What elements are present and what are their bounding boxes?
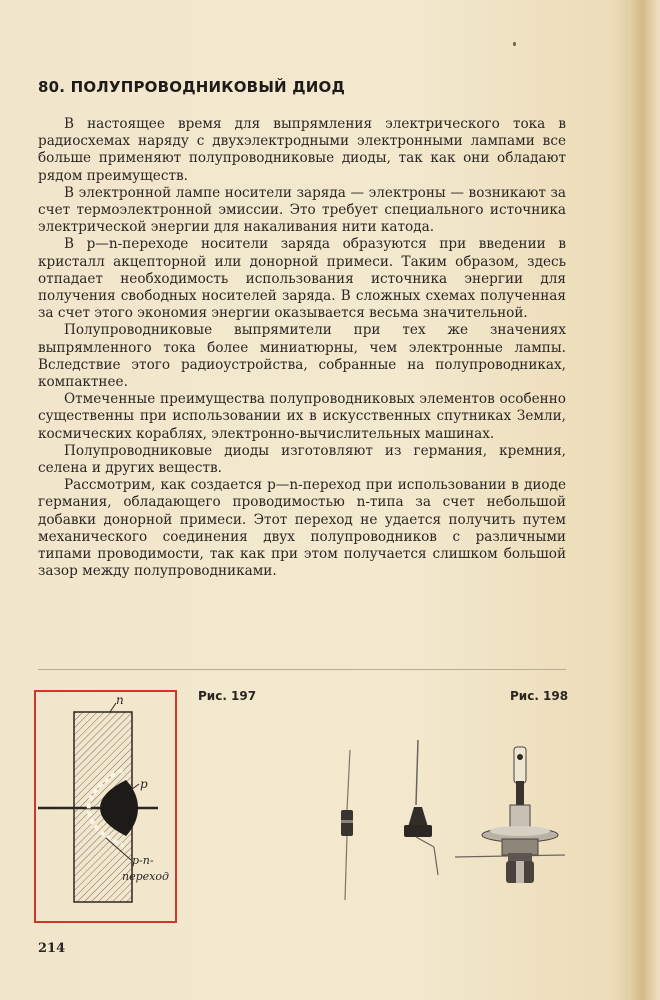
paragraph: В p—n-переходе носители заряда образуются при введении в кристалл акцепторной или донорной примеси. Таким образом, здесь отпадает необходимость использования источника энергии для получения свободных носителей заряда. В сложных схемах полученная за счет этого экономия энергии оказывается весьма значительной. xyxy=(38,236,566,322)
page-number: 214 xyxy=(38,941,66,956)
book-spine-edge xyxy=(628,0,660,1000)
figure-197-diagram xyxy=(34,690,177,923)
small-diode xyxy=(341,750,353,900)
figure-197-caption: Рис. 197 xyxy=(198,689,257,703)
divider xyxy=(38,669,566,670)
figure-198-caption: Рис. 198 xyxy=(510,689,569,703)
paragraph: Полупроводниковые выпрямители при тех же значениях выпрямленного тока более миниатюрны, чем электронные лампы. Вследствие этого радиоустройства, собранные на полупроводниках, компактнее. xyxy=(38,322,566,391)
paragraph: Рассмотрим, как создается p—n-переход при использовании в диоде германия, обладающего проводимостью n-типа за счет небольшой добавки донорной примеси. Этот переход не удается получить путем механического соединения двух полупроводников с различными типами проводимости, так как при этом получается слишком большой зазор между полупроводниками. xyxy=(38,477,566,580)
paragraph: В электронной лампе носители заряда — электроны — возникают за счет термоэлектронной эмиссии. Это требует специального источника электрической энергии для накаливания нити катода. xyxy=(38,184,566,236)
medium-diode xyxy=(404,740,438,875)
paragraph: Отмеченные преимущества полупроводниковых элементов особенно существенны при использовании их в искусственных спутниках Земли, космических кораблях, электронно-вычислительных машинах. xyxy=(38,391,566,442)
body-text xyxy=(38,116,566,580)
label-p: p xyxy=(140,777,148,791)
paragraph: В настоящее время для выпрямления электрического тока в радиосхемах наряду с двухэлектродными электронными лампами все больше применяют полупроводниковые диоды, так как они обладают рядом преимуществ. xyxy=(38,116,566,184)
label-n: n xyxy=(116,693,124,707)
section-heading: 80. ПОЛУПРОВОДНИКОВЫЙ ДИОД xyxy=(38,78,346,96)
figure-198-diodes xyxy=(320,735,565,905)
label-pn-line1: p-n- xyxy=(132,854,154,867)
power-diode xyxy=(455,747,565,883)
print-speck xyxy=(513,42,516,46)
paragraph: Полупроводниковые диоды изготовляют из германия, кремния, селена и других веществ. xyxy=(38,442,566,477)
label-pn-line2: переход xyxy=(122,870,169,883)
